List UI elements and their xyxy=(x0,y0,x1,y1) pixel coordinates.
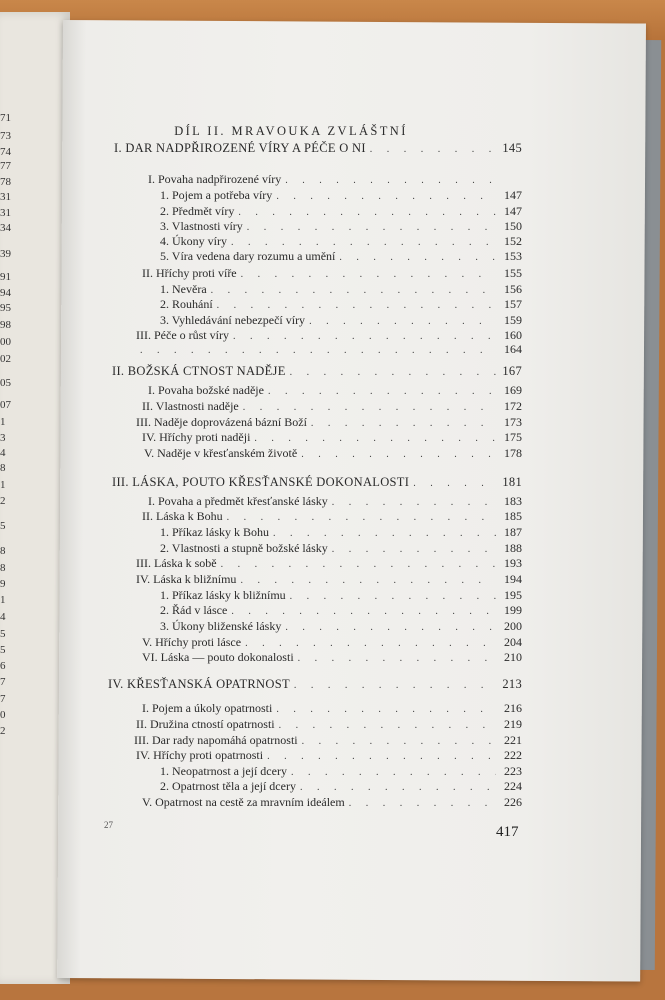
toc-page-number: 183 xyxy=(504,494,522,508)
toc-entry-row xyxy=(136,556,522,571)
toc-entry-title: I. Povaha božské naděje xyxy=(148,383,264,397)
toc-page-number: 164 xyxy=(504,342,522,356)
toc-entry-row xyxy=(136,717,522,732)
toc-entry-row xyxy=(160,525,522,540)
left-page-number: 5 xyxy=(0,628,6,640)
toc-page-number: 226 xyxy=(504,795,522,809)
toc-entry-row xyxy=(142,635,522,650)
toc-entry-title: III. Láska k sobě xyxy=(136,556,217,570)
dot-leader xyxy=(227,512,496,523)
signature-mark: 27 xyxy=(104,820,113,830)
toc-page-number: 216 xyxy=(504,701,522,715)
toc-section-row xyxy=(112,475,522,490)
left-page-number: 31 xyxy=(0,191,11,203)
toc-entry-title: I. Pojem a úkoly opatrnosti xyxy=(142,701,273,715)
dot-leader xyxy=(238,207,496,218)
dot-leader xyxy=(276,704,496,715)
toc-page-number: 169 xyxy=(504,383,522,397)
dot-leader xyxy=(247,222,496,233)
dot-leader xyxy=(301,449,496,460)
toc-page-number: 155 xyxy=(504,266,522,280)
toc-entry-row xyxy=(160,188,522,203)
toc-page-number: 199 xyxy=(504,603,522,617)
toc-entry-row xyxy=(160,249,522,264)
left-page-number: 7 xyxy=(0,693,6,705)
toc-page-number: 173 xyxy=(504,415,522,429)
toc-entry-title: II. BOŽSKÁ CTNOST NADĚJE xyxy=(112,364,286,378)
toc-page-number: 156 xyxy=(504,282,522,296)
dot-leader xyxy=(279,720,496,731)
toc-entry-title: 1. Pojem a potřeba víry xyxy=(160,188,273,202)
dot-leader xyxy=(211,285,496,296)
toc-page-number: 188 xyxy=(504,541,522,555)
toc-entry-row xyxy=(142,266,522,281)
left-page-number: 95 xyxy=(0,302,11,314)
toc-entry-row xyxy=(160,779,522,794)
toc-entry-title: I. Povaha a předmět křesťanské lásky xyxy=(148,494,328,508)
left-page-number: 39 xyxy=(0,248,11,260)
toc-entry-title: IV. Láska k bližnímu xyxy=(136,572,237,586)
left-page-number: 8 xyxy=(0,562,6,574)
dot-leader xyxy=(231,606,496,617)
dot-leader xyxy=(309,316,496,327)
toc-entry-title: 2. Vlastnosti a stupně božské lásky xyxy=(160,541,328,555)
toc-entry-title: IV. Hříchy proti opatrnosti xyxy=(136,748,264,762)
toc-entry-row xyxy=(160,219,522,234)
toc-page-number: 204 xyxy=(504,635,522,649)
dot-leader xyxy=(290,367,496,378)
toc-entry-title: 1. Příkaz lásky k bližnímu xyxy=(160,588,286,602)
toc-page-number: 175 xyxy=(504,430,522,444)
dot-leader xyxy=(268,386,496,397)
toc-page-number: 145 xyxy=(502,141,522,155)
dot-leader xyxy=(276,191,496,202)
left-page-number: 0 xyxy=(0,709,6,721)
toc-entry-title: 3. Úkony bliženské lásky xyxy=(160,619,282,633)
dot-leader xyxy=(240,575,496,586)
toc-entry-row xyxy=(148,494,522,509)
dot-leader xyxy=(140,345,496,356)
left-page-number: 00 xyxy=(0,336,11,348)
left-page-number: 71 xyxy=(0,112,11,124)
toc-entry-title: 5. Víra vedena dary rozumu a umění xyxy=(160,249,336,263)
left-page-number: 1 xyxy=(0,479,6,491)
dot-leader xyxy=(285,622,496,633)
dot-leader xyxy=(231,237,496,248)
toc-entry-row xyxy=(142,795,522,810)
left-page-number: 74 xyxy=(0,146,11,158)
dot-leader xyxy=(285,175,496,186)
toc-page-number: 200 xyxy=(504,619,522,633)
left-page-number: 6 xyxy=(0,660,6,672)
dot-leader xyxy=(311,418,496,429)
dot-leader xyxy=(245,638,496,649)
toc-entry-row xyxy=(142,399,522,414)
toc-entry-title: 3. Vlastnosti víry xyxy=(160,219,243,233)
dot-leader xyxy=(300,782,496,793)
dot-leader xyxy=(332,544,496,555)
left-page-number: 8 xyxy=(0,545,6,557)
left-page-number: 73 xyxy=(0,130,11,142)
toc-page-number: 159 xyxy=(504,313,522,327)
toc-page-number: 193 xyxy=(504,556,522,570)
page-number: 417 xyxy=(496,824,519,840)
left-page-number: 34 xyxy=(0,222,11,234)
dot-leader xyxy=(291,767,496,778)
toc-entry-row xyxy=(134,733,522,748)
toc-entry-row xyxy=(136,572,522,587)
toc-entry-title: III. Dar rady napomáhá opatrnosti xyxy=(134,733,298,747)
toc-entry-title: V. Naděje v křesťanském životě xyxy=(144,446,298,460)
dot-leader xyxy=(349,798,496,809)
dot-leader xyxy=(254,433,496,444)
toc-entry-row xyxy=(144,446,522,461)
left-page-number: 02 xyxy=(0,353,11,365)
left-page-number: 05 xyxy=(0,377,11,389)
toc-page-number: 185 xyxy=(504,509,522,523)
toc-page-number: 194 xyxy=(504,572,522,586)
left-page-number: 3 xyxy=(0,432,6,444)
toc-entry-title: 1. Neopatrnost a její dcery xyxy=(160,764,287,778)
toc-page-number: 147 xyxy=(504,204,522,218)
toc-entry-row xyxy=(160,313,522,328)
toc-entry-row xyxy=(142,650,522,665)
toc-entry-row xyxy=(148,172,522,187)
toc-section-row xyxy=(114,141,522,156)
dot-leader xyxy=(267,751,496,762)
toc-page-number: 213 xyxy=(502,677,522,691)
toc-entry-row xyxy=(142,430,522,445)
toc-page-number: 172 xyxy=(504,399,522,413)
toc-entry-row xyxy=(160,234,522,249)
toc-entry-row xyxy=(160,603,522,618)
part-heading: DÍL II. MRAVOUKA ZVLÁŠTNÍ xyxy=(174,124,408,138)
dot-leader xyxy=(332,497,496,508)
toc-entry-row xyxy=(160,297,522,312)
toc-entry-title: I. Povaha nadpřirozené víry xyxy=(148,172,282,186)
toc-entry-title: 2. Řád v lásce xyxy=(160,603,228,617)
toc-entry-row xyxy=(136,415,522,430)
toc-page-number: 181 xyxy=(502,475,522,489)
toc-page-number: 157 xyxy=(504,297,522,311)
toc-entry-row xyxy=(136,328,522,343)
toc-entry-title: II. Láska k Bohu xyxy=(142,509,223,523)
toc-entry-title: III. Naděje doprovázená bázní Boží xyxy=(136,415,307,429)
toc-page-number: 150 xyxy=(504,219,522,233)
toc-entry-title: 4. Úkony víry xyxy=(160,234,227,248)
left-page-number: 8 xyxy=(0,462,6,474)
toc-entry-title: IV. Hříchy proti naději xyxy=(142,430,251,444)
toc-entry-row xyxy=(136,748,522,763)
toc-page-number: 195 xyxy=(504,588,522,602)
dot-leader xyxy=(302,736,496,747)
toc-entry-title: 1. Příkaz lásky k Bohu xyxy=(160,525,269,539)
toc-entry-title: 2. Předmět víry xyxy=(160,204,235,218)
toc-page-number: 178 xyxy=(504,446,522,460)
left-page-number: 1 xyxy=(0,416,6,428)
left-page-number: 7 xyxy=(0,676,6,688)
toc-page-number: 187 xyxy=(504,525,522,539)
toc-entry-title: II. Hříchy proti víře xyxy=(142,266,237,280)
toc-entry-row xyxy=(160,588,522,603)
dot-leader xyxy=(241,269,496,280)
dot-leader xyxy=(370,144,496,155)
toc-entry-row xyxy=(142,509,522,524)
toc-page-number: 221 xyxy=(504,733,522,747)
dot-leader xyxy=(290,591,496,602)
left-page-number: 98 xyxy=(0,319,11,331)
left-page-number: 2 xyxy=(0,725,6,737)
dot-leader xyxy=(294,680,496,691)
toc-entry-row xyxy=(148,383,522,398)
toc-page-number: 219 xyxy=(504,717,522,731)
dot-leader xyxy=(233,331,496,342)
left-page-number: 5 xyxy=(0,644,6,656)
dot-leader xyxy=(221,559,496,570)
dot-leader xyxy=(413,478,496,489)
toc-entry-row xyxy=(160,204,522,219)
left-page-number: 9 xyxy=(0,578,6,590)
toc-page-number: 224 xyxy=(504,779,522,793)
toc-entry-title: VI. Láska — pouto dokonalosti xyxy=(142,650,294,664)
toc-entry-title: V. Hříchy proti lásce xyxy=(142,635,242,649)
toc-entry-title: 1. Nevěra xyxy=(160,282,207,296)
toc-entry-row xyxy=(160,619,522,634)
toc-entry-title: III. LÁSKA, POUTO KŘESŤANSKÉ DOKONALOSTI xyxy=(112,475,410,489)
toc-page-number: 147 xyxy=(504,188,522,202)
left-page-number: 1 xyxy=(0,594,6,606)
toc-entry-title: III. Péče o růst víry xyxy=(136,328,229,342)
left-page-number: 31 xyxy=(0,207,11,219)
toc-entry-title: II. Družina ctností opatrnosti xyxy=(136,717,275,731)
dot-leader xyxy=(243,402,496,413)
toc-page-number: 160 xyxy=(504,328,522,342)
left-page-number: 07 xyxy=(0,399,11,411)
toc-page-number: 153 xyxy=(504,249,522,263)
toc-page-number: 167 xyxy=(502,364,522,378)
toc-page-number: 223 xyxy=(504,764,522,778)
left-page-number: 77 xyxy=(0,160,11,172)
toc-entry-title: 2. Rouhání xyxy=(160,297,213,311)
toc-page-number: 152 xyxy=(504,234,522,248)
toc-page-number: 222 xyxy=(504,748,522,762)
toc-entry-row xyxy=(160,282,522,297)
left-page-number: 4 xyxy=(0,447,6,459)
toc-entry-title: IV. KŘESŤANSKÁ OPATRNOST xyxy=(108,677,290,691)
toc-entry-row xyxy=(142,701,522,716)
dot-leader xyxy=(339,252,496,263)
dot-leader xyxy=(217,300,496,311)
toc-section-row xyxy=(112,364,522,379)
toc-entry-row xyxy=(160,541,522,556)
left-page-number: 4 xyxy=(0,611,6,623)
toc-entry-title: II. Vlastnosti naděje xyxy=(142,399,239,413)
toc-entry-row xyxy=(160,764,522,779)
left-page-number: 2 xyxy=(0,495,6,507)
toc-entry-title: 3. Vyhledávání nebezpečí víry xyxy=(160,313,306,327)
dot-leader xyxy=(298,653,496,664)
left-page-number: 91 xyxy=(0,271,11,283)
left-page-number: 5 xyxy=(0,520,6,532)
toc-entry-row xyxy=(136,342,522,357)
left-page-number: 78 xyxy=(0,176,11,188)
toc-entry-title: I. DAR NADPŘIROZENÉ VÍRY A PÉČE O NI xyxy=(114,141,366,155)
toc-entry-title: V. Opatrnost na cestě za mravním ideálem xyxy=(142,795,345,809)
toc-page-number: 210 xyxy=(504,650,522,664)
toc-entry-title: 2. Opatrnost těla a její dcery xyxy=(160,779,296,793)
toc-section-row xyxy=(108,677,522,692)
left-page-number: 94 xyxy=(0,287,11,299)
dot-leader xyxy=(273,528,496,539)
